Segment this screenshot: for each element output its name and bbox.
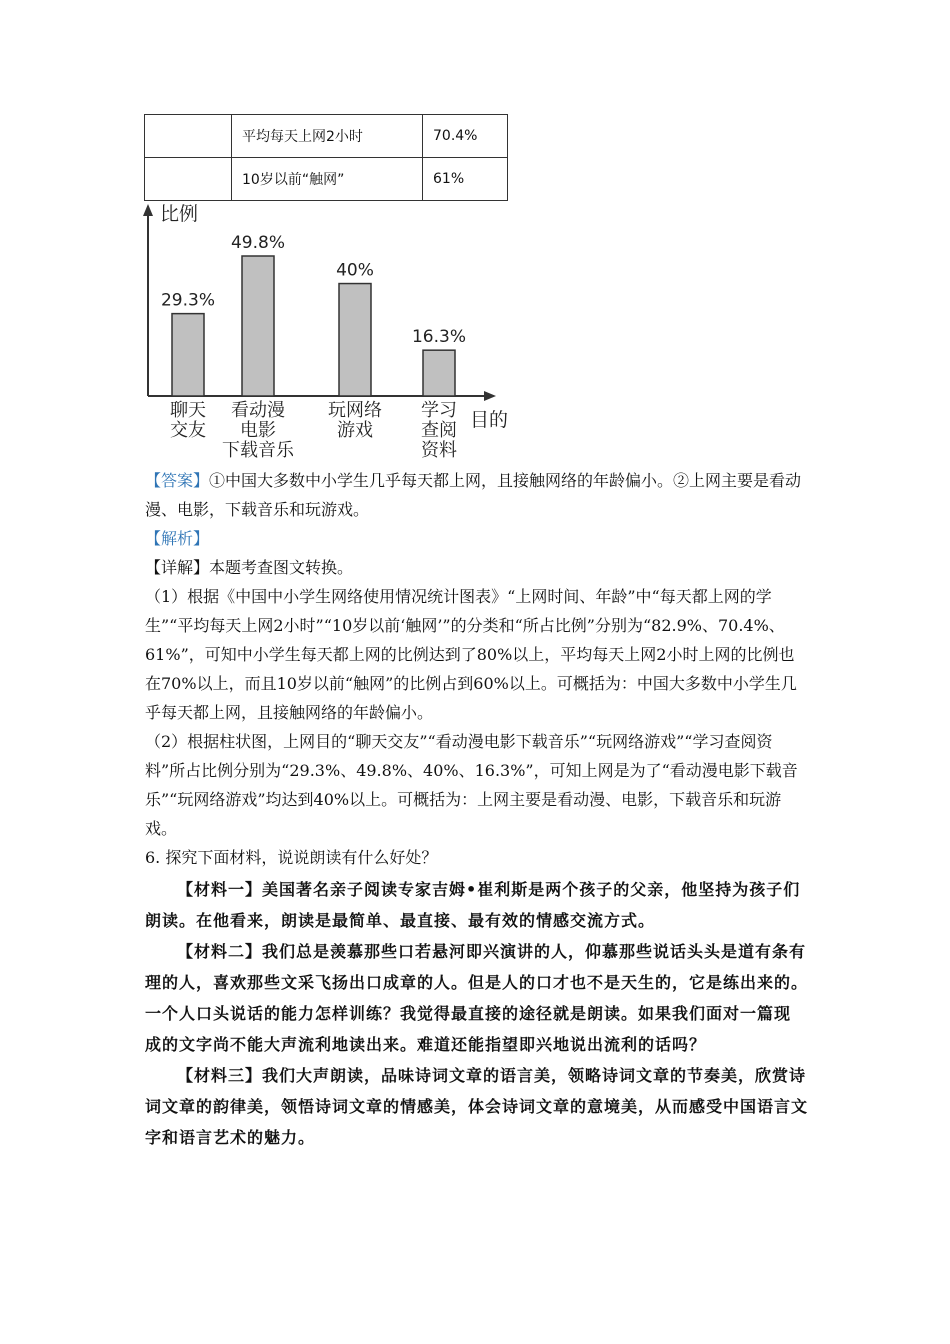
table-row	[145, 115, 508, 158]
category-label: 交友	[170, 420, 206, 441]
category-label: 资料	[421, 440, 457, 460]
answer-tag: 【答案】	[145, 471, 210, 490]
category-label: 聊天	[170, 400, 206, 421]
y-axis-label: 比例	[160, 203, 199, 225]
material-3-head: 【材料三】	[177, 1066, 263, 1085]
table-cell-empty	[145, 158, 232, 201]
material-1-body: 美国著名亲子阅读专家吉姆•崔利斯是两个孩子的父亲，他坚持为孩子们朗读。在他看来，朗读是最简单、最直接、最有效的情感交流方式。	[145, 880, 801, 930]
category-label: 下载音乐	[222, 440, 294, 460]
answer-text: ①中国大多数中小学生几乎每天都上网，且接触网络的年龄偏小。②上网主要是看动漫、电影，下载音乐和玩游戏。	[145, 471, 802, 519]
bar-4	[423, 350, 455, 396]
material-1	[145, 874, 810, 936]
bar-value-label: 16.3%	[411, 327, 467, 348]
bar-2	[242, 256, 274, 396]
statistics-table	[144, 114, 508, 201]
bar-chart	[140, 198, 520, 460]
detail-tag: 【详解】	[145, 558, 210, 577]
bar-value-label: 49.8%	[230, 233, 286, 253]
detail-intro: 本题考查图文转换。	[209, 558, 354, 577]
category-label: 游戏	[337, 420, 373, 441]
detail-paragraph-1: （1）根据《中国中小学生网络使用情况统计图表》“上网时间、年龄”中“每天都上网的学生”“平均每天上网2小时”“10岁以前‘触网’”的分类和“所占比例”分别为“82.9%、70.4%、61%”，可知中小学生每天都上网的比例达到了80%以上，平均每天上网2小时上网的比例也在70%以上，而且10岁以前“触网”的比例占到60%以上。可概括为：中国大多数中小学生几乎每天都上网，且接触网络的年龄偏小。	[145, 587, 797, 722]
bar-value-label: 29.3%	[160, 290, 216, 311]
table-cell-label: 10岁以前“触网”	[232, 158, 423, 201]
x-axis-label: 目的	[470, 409, 509, 431]
category-label: 电影	[240, 420, 276, 441]
material-1-head: 【材料一】	[177, 880, 263, 899]
material-2-body: 我们总是羡慕那些口若悬河即兴演讲的人，仰慕那些说话头头是道有条有理的人，喜欢那些文采飞扬出口成章的人。但是人的口才也不是天生的，它是练出来的。一个人口头说话的能力怎样训练？我觉得最直接的途径就是朗读。如果我们面对一篇现 成的文字尚不能大声流利地读出来。难道还能指望即兴地说出流利的话吗？	[145, 942, 809, 1054]
bar-1	[172, 314, 204, 396]
bar-3	[339, 284, 371, 396]
x-axis-arrow	[484, 391, 496, 401]
bar-value-label: 40%	[336, 260, 374, 281]
detail-paragraph-2: （2）根据柱状图，上网目的“聊天交友”“看动漫电影下载音乐”“玩网络游戏”“学习查阅资料”所占比例分别为“29.3%、49.8%、40%、16.3%”，可知上网是为了“看动漫电影下载音乐”“玩网络游戏”均达到40%以上。可概括为：上网主要是看动漫、电影，下载音乐和玩游戏。	[145, 732, 798, 838]
table-row	[145, 158, 508, 201]
y-axis-arrow	[143, 204, 153, 216]
table-cell-label: 平均每天上网2小时	[232, 115, 423, 158]
answer-paragraph	[145, 466, 810, 524]
table-cell-value: 61%	[423, 158, 508, 201]
table-cell-empty	[145, 115, 232, 158]
category-label: 查阅	[421, 420, 457, 441]
material-3-body: 我们大声朗读，品味诗词文章的语言美，领略诗词文章的节奏美，欣赏诗词文章的韵律美，领悟诗词文章的情感美，体会诗词文章的意境美，从而感受中国语言文字和语言艺术的魅力。	[145, 1066, 809, 1147]
category-label: 看动漫	[231, 400, 285, 421]
analysis-tag: 【解析】	[145, 529, 210, 548]
question-text: 6. 探究下面材料，说说朗读有什么好处？	[145, 848, 438, 867]
material-2-head: 【材料二】	[177, 942, 263, 961]
material-3	[145, 1060, 810, 1153]
category-label: 玩网络	[328, 400, 382, 421]
detail-intro-paragraph	[145, 553, 810, 582]
table-cell-value: 70.4%	[423, 115, 508, 158]
category-label: 学习	[421, 400, 457, 421]
material-2	[145, 936, 810, 1060]
